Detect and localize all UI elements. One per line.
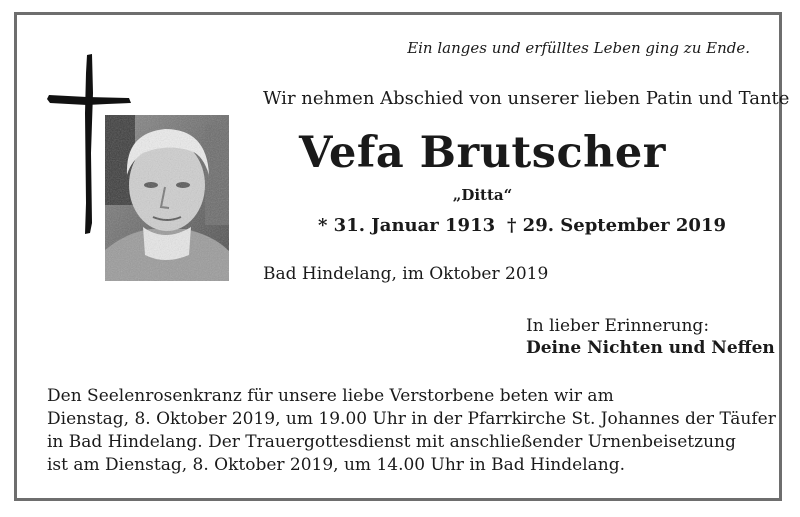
service-line: Dienstag, 8. Oktober 2019, um 19.00 Uhr in der Pfarrkirche St. Johannes der Täufer xyxy=(47,409,776,429)
place-date: Bad Hindelang, im Oktober 2019 xyxy=(263,264,549,284)
birth-date: * 31. Januar 1913 xyxy=(318,215,496,236)
memory-label: In lieber Erinnerung: xyxy=(526,316,710,336)
service-line: Den Seelenrosenkranz für unsere liebe Verstorbene beten wir am xyxy=(47,386,614,406)
intro-line: Wir nehmen Abschied von unserer lieben Patin und Tante xyxy=(263,88,790,109)
service-line: ist am Dienstag, 8. Oktober 2019, um 14.00 Uhr in Bad Hindelang. xyxy=(47,455,625,475)
nickname: „Ditta“ xyxy=(452,186,513,204)
signers: Deine Nichten und Neffen xyxy=(526,338,775,358)
portrait-photo xyxy=(105,115,229,281)
service-line: in Bad Hindelang. Der Trauergottesdienst mit anschließender Urnenbeisetzung xyxy=(47,432,736,452)
deceased-name: Vefa Brutscher xyxy=(299,128,666,178)
death-date: † 29. September 2019 xyxy=(507,215,726,236)
motto: Ein langes und erfülltes Leben ging zu Ende. xyxy=(407,39,750,57)
obituary-notice xyxy=(14,12,790,501)
service-announcement xyxy=(47,385,776,477)
